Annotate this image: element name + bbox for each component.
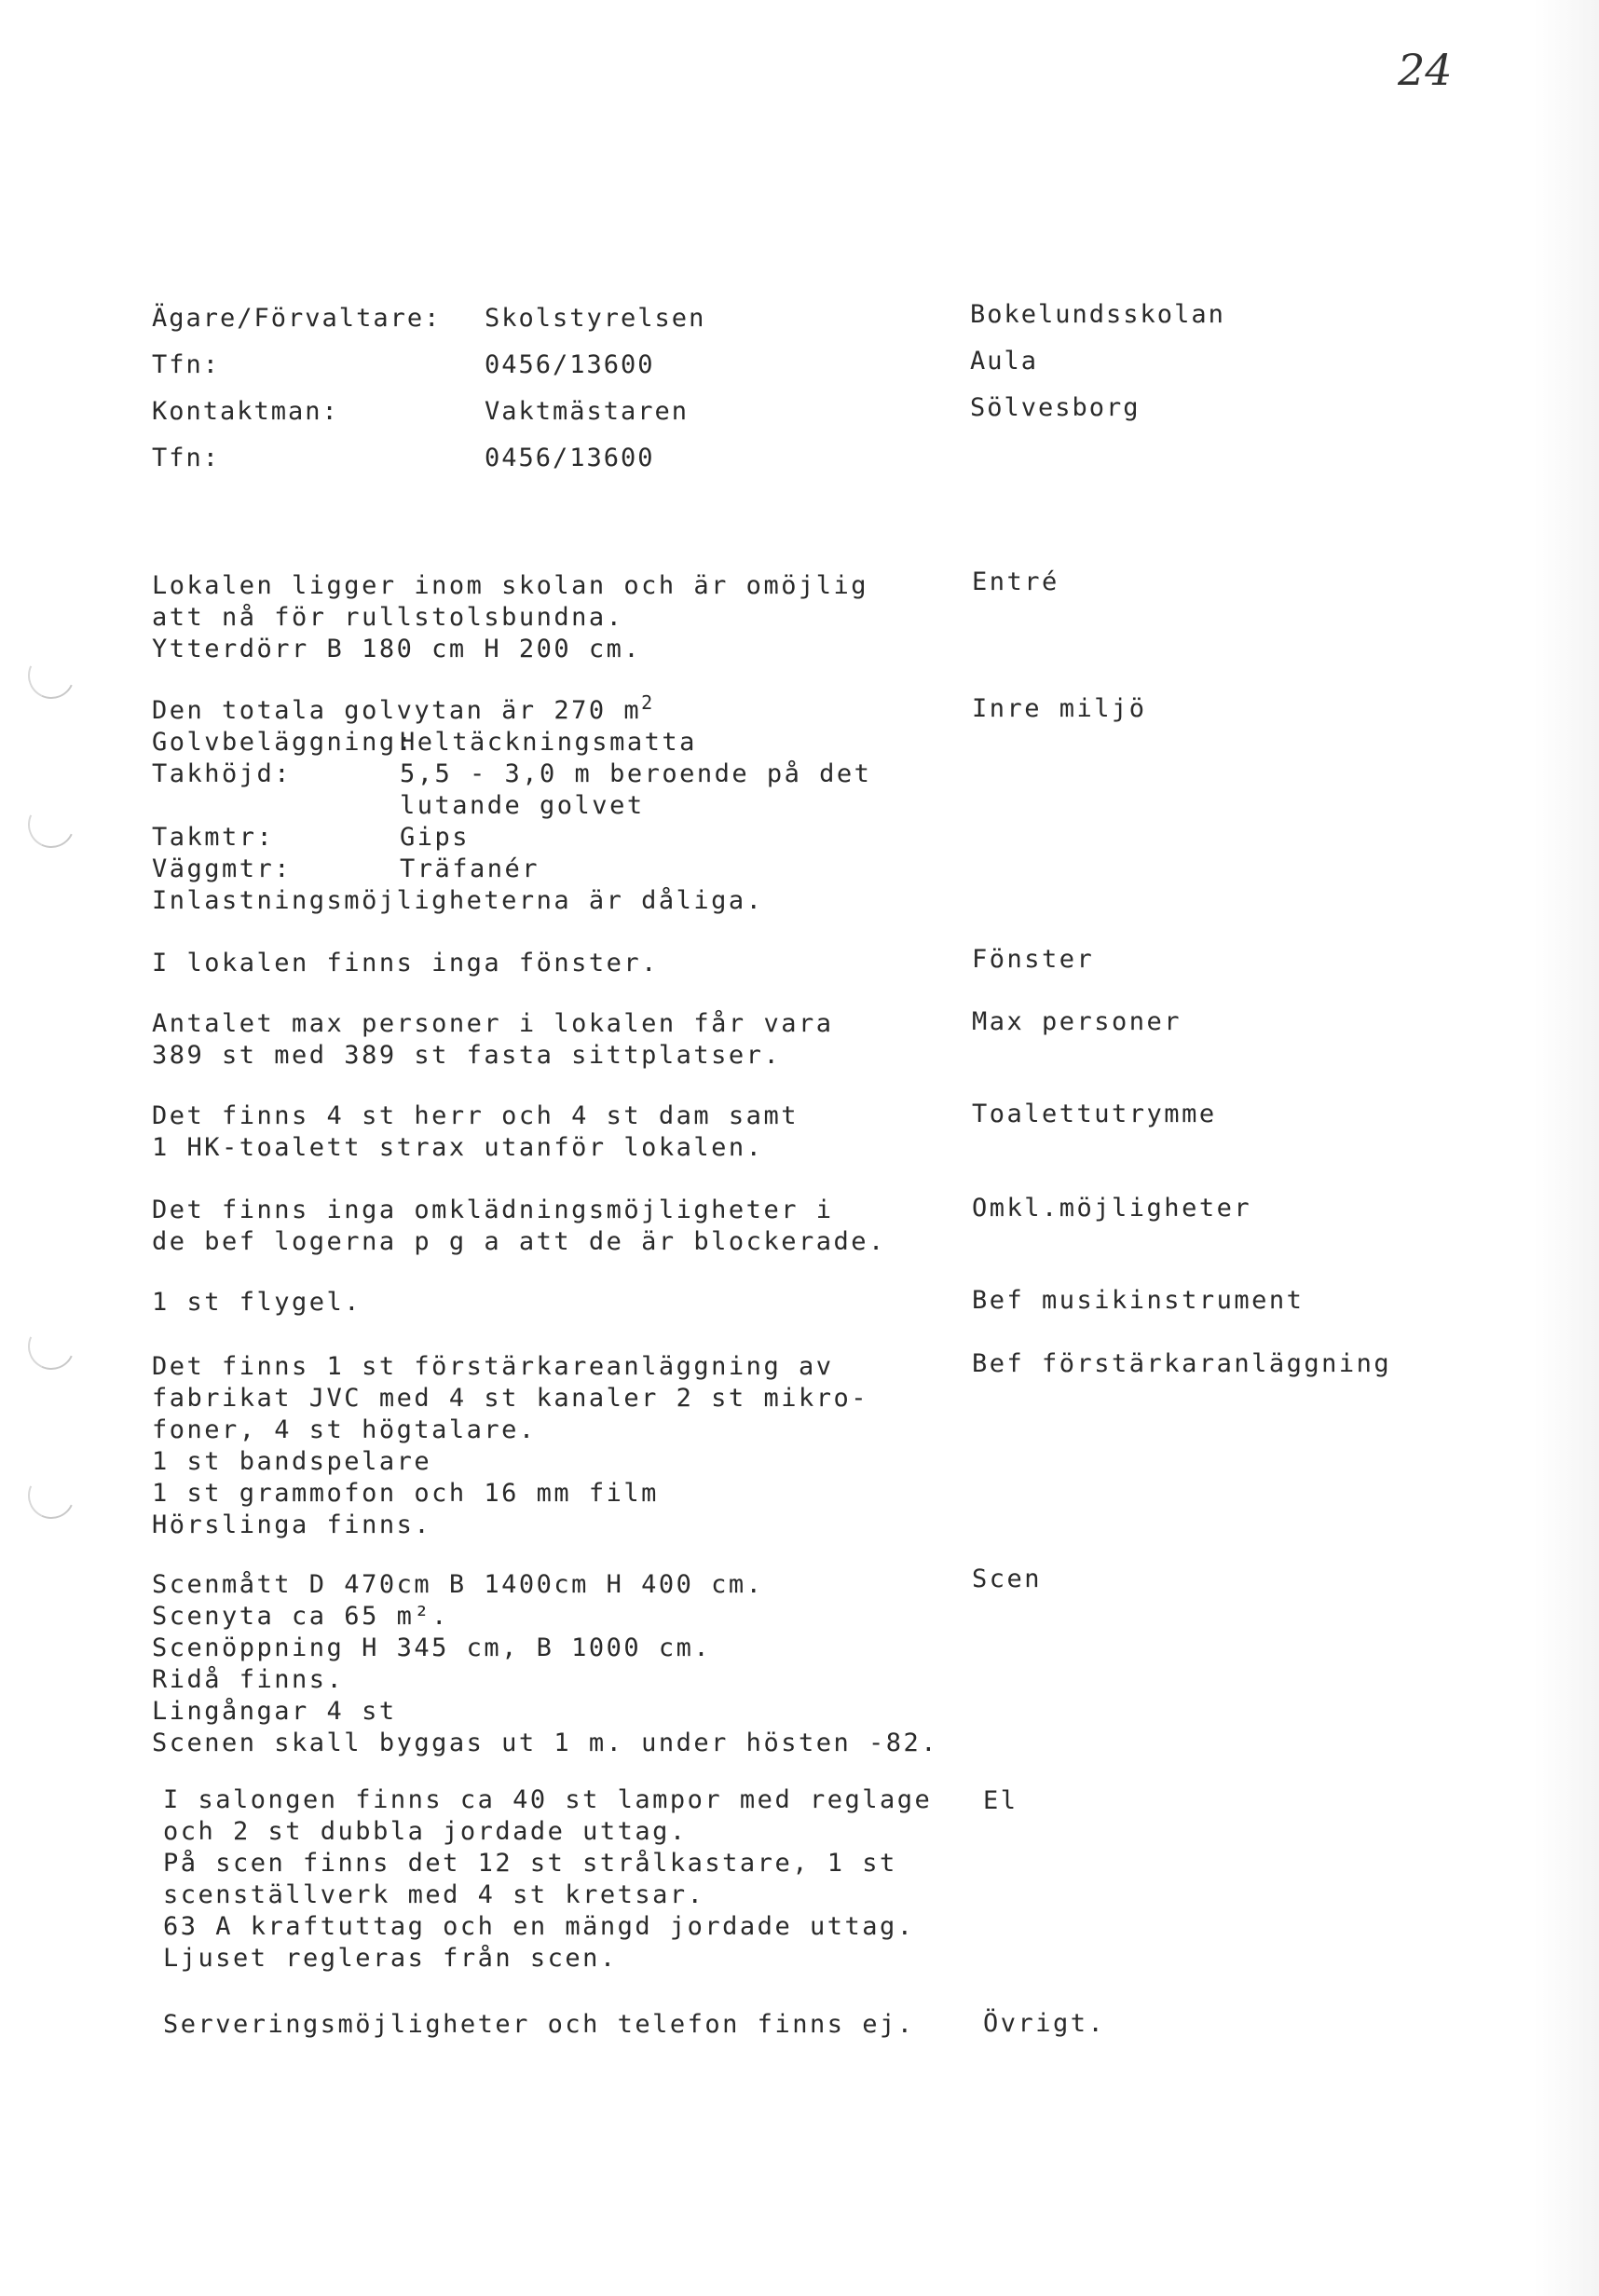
- text-line: 1 st flygel.: [152, 1288, 362, 1317]
- row-label: Väggmtr:: [152, 854, 293, 883]
- city-name: Sölvesborg: [970, 393, 1141, 422]
- floor-area-line: [152, 691, 871, 727]
- contact-label: Kontaktman:: [152, 397, 339, 426]
- text-line: 1 st bandspelare: [152, 1447, 432, 1476]
- room-name: Aula: [970, 347, 1039, 376]
- text-line: Lokalen ligger inom skolan och är omöjlig: [152, 571, 868, 600]
- text-line: Ridå finns.: [152, 1665, 345, 1694]
- row-value: lutande golvet: [400, 791, 645, 820]
- owner-label: Ägare/Förvaltare:: [152, 304, 442, 333]
- area-text: Den totala golvytan är 270 m: [152, 696, 642, 725]
- section-musik-text: [152, 1287, 362, 1319]
- text-line: Scenyta ca 65 m².: [152, 1602, 449, 1631]
- text-line: I salongen finns ca 40 st lampor med reglage: [163, 1785, 933, 1814]
- text-line: 1 HK-toalett strax utanför lokalen.: [152, 1133, 764, 1162]
- phone-label: Tfn:: [152, 350, 221, 379]
- row-label: Golvbeläggning:: [152, 728, 415, 757]
- text-line: scenställverk med 4 st kretsar.: [163, 1880, 705, 1909]
- row-value: 5,5 - 3,0 m beroende på det: [400, 759, 872, 788]
- text-line: 1 st grammofon och 16 mm film: [152, 1479, 659, 1508]
- text-line: Scenöppning H 345 cm, B 1000 cm.: [152, 1633, 712, 1662]
- text-line: Ljuset regleras från scen.: [163, 1944, 618, 1973]
- contact-value: Vaktmästaren: [485, 397, 690, 426]
- section-ovrigt-heading: Övrigt.: [983, 2009, 1106, 2038]
- area-superscript: 2: [641, 691, 655, 714]
- page-number: 24: [1398, 45, 1453, 95]
- section-scen-text: [152, 1569, 938, 1759]
- section-fonster-heading: Fönster: [972, 945, 1095, 974]
- section-forstarkare-heading: Bef förstärkaranläggning: [972, 1349, 1392, 1378]
- section-toalett-heading: Toalettutrymme: [972, 1100, 1217, 1128]
- header-labels: [152, 295, 441, 482]
- text-line: Serveringsmöjligheter och telefon finns ej.: [163, 2010, 915, 2039]
- inre-row: [152, 822, 871, 854]
- inre-row: [152, 854, 871, 885]
- text-line: Lingångar 4 st: [152, 1697, 397, 1726]
- section-max-heading: Max personer: [972, 1007, 1182, 1036]
- text-line: Scenen skall byggas ut 1 m. under hösten -82.: [152, 1729, 938, 1757]
- header-values: [485, 295, 705, 482]
- text-line: I lokalen finns inga fönster.: [152, 949, 659, 977]
- row-value: Heltäckningsmatta: [400, 728, 697, 757]
- text-line: Antalet max personer i lokalen får vara: [152, 1009, 834, 1038]
- text-line: de bef logerna p g a att de är blockerade.: [152, 1227, 886, 1256]
- owner-value: Skolstyrelsen: [485, 304, 706, 333]
- page-edge-shadow: [1534, 0, 1599, 2296]
- text-line: foner, 4 st högtalare.: [152, 1415, 537, 1444]
- punch-hole-mark: [21, 1317, 81, 1376]
- row-label: [152, 790, 400, 822]
- section-inre-heading: Inre miljö: [972, 694, 1147, 723]
- text-line: Ytterdörr B 180 cm H 200 cm.: [152, 635, 642, 663]
- section-forstarkare-text: [152, 1351, 868, 1541]
- section-entre-text: [152, 570, 868, 665]
- row-value: Träfanér: [400, 854, 540, 883]
- section-omkl-text: [152, 1195, 886, 1258]
- text-line: fabrikat JVC med 4 st kanaler 2 st mikro-: [152, 1384, 868, 1413]
- text-line: och 2 st dubbla jordade uttag.: [163, 1817, 688, 1846]
- phone-value: 0456/13600: [485, 350, 655, 379]
- row-label: Takmtr:: [152, 823, 275, 852]
- row-value: Gips: [400, 823, 471, 852]
- text-line: Inlastningsmöjligheterna är dåliga.: [152, 886, 764, 915]
- text-line: Scenmått D 470cm B 1400cm H 400 cm.: [152, 1570, 764, 1599]
- inre-row: [152, 790, 871, 822]
- section-toalett-text: [152, 1100, 799, 1164]
- text-line: 389 st med 389 st fasta sittplatser.: [152, 1041, 782, 1070]
- section-fonster-text: [152, 948, 659, 979]
- row-label: Takhöjd:: [152, 759, 293, 788]
- text-line: att nå för rullstolsbundna.: [152, 603, 624, 632]
- section-el-text: [163, 1784, 932, 1975]
- section-max-text: [152, 1008, 833, 1072]
- section-musik-heading: Bef musikinstrument: [972, 1286, 1305, 1315]
- school-name: Bokelundsskolan: [970, 300, 1225, 329]
- section-omkl-heading: Omkl.möjligheter: [972, 1194, 1252, 1223]
- section-scen-heading: Scen: [972, 1565, 1043, 1593]
- text-line: 63 A kraftuttag och en mängd jordade uttag.: [163, 1912, 915, 1941]
- contact-phone-label: Tfn:: [152, 444, 221, 472]
- header-place: [970, 292, 1225, 431]
- punch-hole-mark: [21, 1466, 81, 1525]
- contact-phone-value: 0456/13600: [485, 444, 655, 472]
- section-entre-heading: Entré: [972, 567, 1059, 596]
- punch-hole-mark: [21, 646, 81, 705]
- text-line: Det finns 1 st förstärkareanläggning av: [152, 1352, 834, 1381]
- text-line: Det finns 4 st herr och 4 st dam samt: [152, 1101, 799, 1130]
- section-el-heading: El: [983, 1786, 1018, 1815]
- section-ovrigt-text: [163, 2009, 914, 2041]
- text-line: Hörslinga finns.: [152, 1510, 432, 1539]
- section-inre-text: [152, 691, 872, 917]
- inre-row: [152, 758, 871, 790]
- text-line: Det finns inga omklädningsmöjligheter i: [152, 1196, 834, 1224]
- text-line: På scen finns det 12 st strålkastare, 1 st: [163, 1849, 897, 1878]
- inre-row: [152, 727, 871, 758]
- punch-hole-mark: [21, 795, 81, 854]
